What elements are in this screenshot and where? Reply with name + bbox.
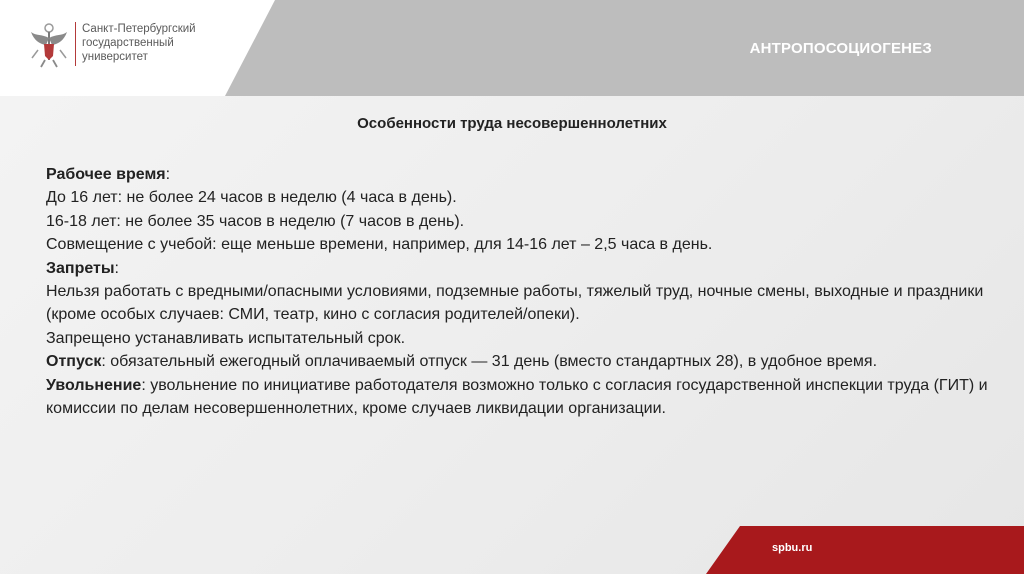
prohibitions-line-1: Нельзя работать с вредными/опасными условиями, подземные работы, тяжелый труд, ночные смены, выходные и праздники (кроме особых случаев: СМИ, театр, кино с согласия родителей/опеки). bbox=[46, 283, 984, 324]
working-time-line-2: 16-18 лет: не более 35 часов в неделю (7 часов в день). bbox=[46, 212, 465, 230]
dismissal-paragraph bbox=[46, 374, 1006, 421]
prohibitions-line-2: Запрещено устанавливать испытательный срок. bbox=[46, 329, 406, 347]
university-name bbox=[82, 22, 222, 64]
prohibitions-heading: Запреты bbox=[46, 259, 115, 277]
footer-site-link[interactable]: spbu.ru bbox=[772, 542, 813, 554]
university-name-line-3: университет bbox=[82, 51, 148, 63]
working-time-line-3: Совмещение с учебой: еще меньше времени, например, для 14-16 лет – 2,5 часа в день. bbox=[46, 236, 713, 254]
section-title: АНТРОПОСОЦИОГЕНЕЗ bbox=[749, 40, 932, 57]
working-time-heading: Рабочее время bbox=[46, 166, 166, 183]
slide-title: Особенности труда несовершеннолетних bbox=[357, 115, 667, 132]
spbu-emblem-icon bbox=[28, 20, 70, 70]
vacation-heading: Отпуск bbox=[46, 353, 102, 371]
header bbox=[0, 0, 1024, 96]
vacation-text: : обязательный ежегодный оплачиваемый отпуск — 31 день (вместо стандартных 28), в удобное время. bbox=[101, 353, 878, 371]
working-time-line-1: До 16 лет: не более 24 часов в неделю (4 часа в день). bbox=[46, 189, 457, 207]
prohibitions-colon: : bbox=[114, 259, 119, 277]
dismissal-heading: Увольнение bbox=[46, 376, 142, 394]
university-name-line-1: Санкт-Петербургский bbox=[82, 23, 196, 35]
slide-content bbox=[46, 163, 1006, 420]
working-time-colon: : bbox=[165, 166, 171, 183]
vacation-paragraph bbox=[46, 350, 1006, 373]
university-name-line-2: государственный bbox=[82, 37, 174, 49]
prohibitions-heading-line bbox=[46, 257, 1006, 280]
dismissal-text: : увольнение по инициативе работодателя возможно только с согласия государственной инспекции труда (ГИТ) и комиссии по делам несовершеннолетних, кроме случаев ликвидации организации. bbox=[46, 376, 988, 418]
working-time-heading-line bbox=[46, 163, 1006, 186]
logo-divider bbox=[75, 22, 76, 66]
footer-bar bbox=[706, 526, 1024, 574]
